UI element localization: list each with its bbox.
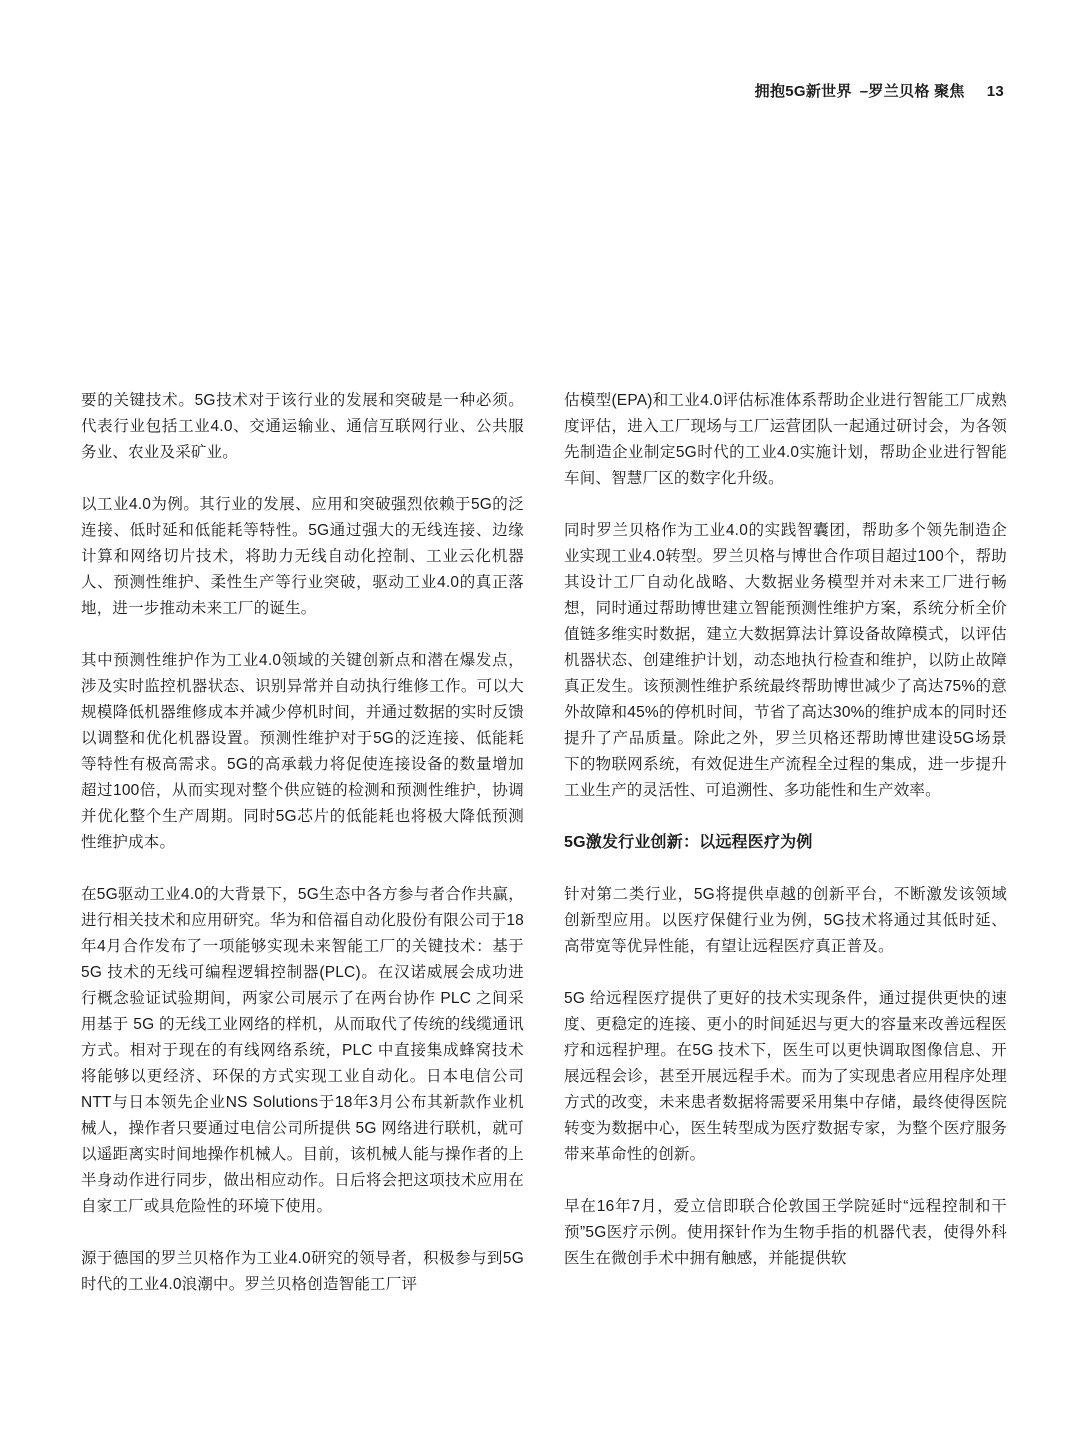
- paragraph: 源于德国的罗兰贝格作为工业4.0研究的领导者，积极参与到5G时代的工业4.0浪潮中。罗兰贝格创造智能工厂评: [81, 1250, 524, 1293]
- paragraph: 早在16年7月，爱立信即联合伦敦国王学院延时“远程控制和干预”5G医疗示例。使用探针作为生物手指的机器代表，使得外科医生在微创手术中拥有触感，并能提供软: [564, 1198, 1007, 1267]
- paragraph: 估模型(EPA)和工业4.0评估标准体系帮助企业进行智能工厂成熟度评估，进入工厂现场与工厂运营团队一起通过研讨会，为各领先制造企业制定5G时代的工业4.0实施计划，帮助企业进行智能车间、智慧厂区的数字化升级。: [564, 392, 1007, 487]
- section-heading: 5G激发行业创新：以远程医疗为例: [564, 834, 813, 851]
- paragraph: 同时罗兰贝格作为工业4.0的实践智囊团，帮助多个领先制造企业实现工业4.0转型。罗兰贝格与博世合作项目超过100个，帮助其设计工厂自动化战略、大数据业务模型并对未来工厂进行畅想，同时通过帮助博世建立智能预测性维护方案，系统分析全价值链多维实时数据，建立大数据算法计算设备故障模式，以评估机器状态、创建维护计划，动态地执行检查和维护，以防止故障真正发生。该预测性维护系统最终帮助博世减少了高达75%的意外故障和45%的停机时间，节省了高达30%的维护成本的同时还提升了产品质量。除此之外，罗兰贝格还帮助博世建设5G场景下的物联网系统，有效促进生产流程全过程的集成，进一步提升工业生产的灵活性、可追溯性、多功能性和生产效率。: [564, 522, 1007, 799]
- header-title: 拥抱5G新世界: [754, 83, 852, 100]
- paragraph: 其中预测性维护作为工业4.0领域的关键创新点和潜在爆发点，涉及实时监控机器状态、识别异常并自动执行维修工作。可以大规模降低机器维修成本并减少停机时间，并通过数据的实时反馈以调整和优化机器设置。预测性维护对于5G的泛连接、低能耗等特性有极高需求。5G的高承载力将促使连接设备的数量增加超过100倍，从而实现对整个供应链的检测和预测性维护，协调并优化整个生产周期。同时5G芯片的低能耗也将极大降低预测性维护成本。: [81, 652, 524, 851]
- paragraph: 针对第二类行业，5G将提供卓越的创新平台，不断激发该领域创新型应用。以医疗保健行业为例，5G技术将通过其低时延、高带宽等优异性能，有望让远程医疗真正普及。: [564, 886, 1007, 955]
- paragraph: 以工业4.0为例。其行业的发展、应用和突破强烈依赖于5G的泛连接、低时延和低能耗等特性。5G通过强大的无线连接、边缘计算和网络切片技术，将助力无线自动化控制、工业云化机器人、预测性维护、柔性生产等行业突破，驱动工业4.0的真正落地，进一步推动未来工厂的诞生。: [81, 496, 524, 617]
- left-column: [81, 388, 524, 1298]
- paragraph: 要的关键技术。5G技术对于该行业的发展和突破是一种必须。代表行业包括工业4.0、交通运输业、通信互联网行业、公共服务业、农业及采矿业。: [81, 392, 524, 461]
- right-column: [564, 388, 1007, 1298]
- header-brand: –罗兰贝格 聚焦: [859, 83, 965, 100]
- two-column-body: [81, 388, 1007, 1298]
- page-number: 13: [986, 83, 1004, 100]
- paragraph: 在5G驱动工业4.0的大背景下，5G生态中各方参与者合作共赢，进行相关技术和应用研究。华为和倍福自动化股份有限公司于18年4月合作发布了一项能够实现未来智能工厂的关键技术：基于 5G 技术的无线可编程逻辑控制器(PLC)。在汉诺威展会成功进行概念验证试验期间，两家公司展示了在两台协作 PLC 之间采用基于 5G 的无线工业网络的样机，从而取代了传统的线缆通讯方式。相对于现在的有线网络系统，PLC 中直接集成蜂窝技术将能够以更经济、环保的方式实现工业自动化。日本电信公司NTT与日本领先企业NS Solutions于18年3月公布其新款作业机械人，操作者只要通过电信公司所提供 5G 网络进行联机，就可以遥距离实时间地操作机械人。目前，该机械人能与操作者的上半身动作进行同步，做出相应动作。日后将会把这项技术应用在自家工厂或具危险性的环境下使用。: [81, 886, 524, 1215]
- paragraph: 5G 给远程医疗提供了更好的技术实现条件，通过提供更快的速度、更稳定的连接、更小的时间延迟与更大的容量来改善远程医疗和远程护理。在5G 技术下，医生可以更快调取图像信息、开展远程会诊，甚至开展远程手术。而为了实现患者应用程序处理方式的改变，未来患者数据将需要采用集中存储，最终使得医院转变为数据中心，医生转型成为医疗数据专家，为整个医疗服务带来革命性的创新。: [564, 990, 1007, 1163]
- page-header: [755, 80, 1004, 101]
